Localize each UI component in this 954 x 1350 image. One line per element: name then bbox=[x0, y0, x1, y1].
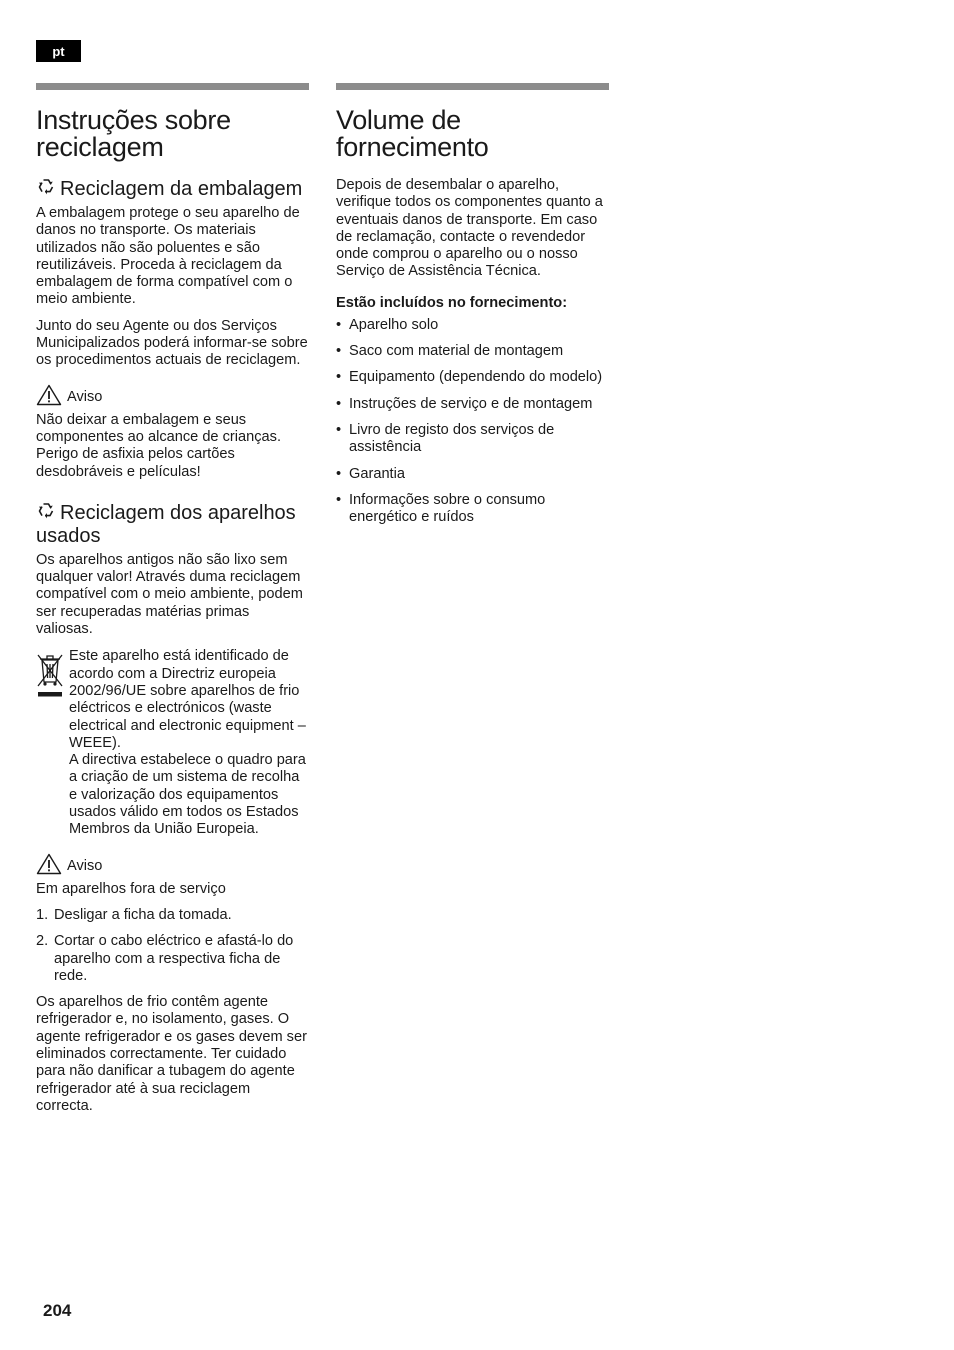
page-title-delivery: Volume de fornecimento bbox=[336, 105, 489, 162]
weee-text: Este aparelho está identificado de acordo com a Directriz europeia 2002/96/UE sobre aparelhos de frio eléctricos e electrónicos (waste electrical and electronic equipment – WEEE). bbox=[69, 648, 306, 751]
recycle-icon bbox=[36, 501, 56, 521]
step-item bbox=[36, 907, 309, 924]
recycle-icon bbox=[36, 177, 56, 197]
included-items-list bbox=[336, 317, 609, 527]
list-item: • Aparelho solo bbox=[336, 317, 609, 334]
heading-packaging-recycling bbox=[36, 177, 309, 201]
page-title-recycling: Instruções sobre reciclagem bbox=[36, 105, 231, 162]
list-item: • Instruções de serviço e de montagem bbox=[336, 396, 609, 413]
warning-triangle-icon bbox=[36, 853, 62, 875]
included-label: Estão incluídos no fornecimento: bbox=[336, 294, 568, 311]
heading-appliance-recycling bbox=[36, 501, 309, 548]
heading-text: Reciclagem da embalagem bbox=[60, 178, 303, 200]
paragraph: Os aparelhos de frio contêm agente refrigerador e, no isolamento, gases. O agente refrigerador e os gases devem ser eliminados correctamente. Ter cuidado para não danificar a tubagem do agente refrigerador até à sua reciclagem correcta. bbox=[36, 994, 307, 1114]
warning-triangle-icon bbox=[36, 384, 62, 406]
list-item: • Informações sobre o consumo energético e ruídos bbox=[336, 492, 609, 527]
list-item: • Garantia bbox=[336, 466, 609, 483]
warning-header bbox=[36, 853, 309, 875]
warning-intro: Em aparelhos fora de serviço bbox=[36, 880, 226, 897]
step-number: 2. bbox=[36, 933, 49, 950]
weee-notice bbox=[36, 648, 309, 838]
right-column bbox=[336, 83, 609, 535]
list-item: • Livro de registo dos serviços de assistência bbox=[336, 422, 609, 457]
page-number: 204 bbox=[43, 1301, 72, 1320]
warning-label: Aviso bbox=[67, 857, 103, 874]
section-rule bbox=[336, 83, 609, 90]
language-tag: pt bbox=[36, 40, 81, 62]
step-item bbox=[36, 933, 309, 985]
step-number: 1. bbox=[36, 906, 49, 923]
paragraph: Depois de desembalar o aparelho, verifique todos os componentes quanto a eventuais danos de transporte. Em caso de reclamação, contacte o revendedor onde comprou o aparelho ou o nosso Serviço de Assistência Técnica. bbox=[336, 177, 603, 280]
step-text: Desligar a ficha da tomada. bbox=[54, 906, 232, 923]
heading-text: Reciclagem dos aparelhos usados bbox=[36, 501, 296, 547]
left-column bbox=[36, 83, 309, 1124]
section-rule bbox=[36, 83, 309, 90]
list-item: • Equipamento (dependendo do modelo) bbox=[336, 369, 609, 386]
warning-label: Aviso bbox=[67, 388, 103, 405]
warning-text: Não deixar a embalagem e seus componentes ao alcance de crianças. Perigo de asfixia pelos cartões desdobráveis e películas! bbox=[36, 411, 282, 480]
warning-header bbox=[36, 384, 309, 406]
paragraph: A embalagem protege o seu aparelho de danos no transporte. Os materiais utilizados não são poluentes e são reutilizáveis. Proceda à reciclagem da embalagem de forma compatível com o meio ambiente. bbox=[36, 205, 300, 308]
disposal-steps bbox=[36, 907, 309, 985]
weee-text-block bbox=[69, 648, 309, 838]
step-text: Cortar o cabo eléctrico e afastá-lo do aparelho com a respectiva ficha de rede. bbox=[54, 933, 294, 984]
list-item: • Saco com material de montagem bbox=[336, 343, 609, 360]
paragraph: Os aparelhos antigos não são lixo sem qualquer valor! Através duma reciclagem compatível com o meio ambiente, podem ser recuperadas matérias primas valiosas. bbox=[36, 551, 303, 638]
crossed-bin-icon bbox=[36, 648, 64, 700]
weee-text: A directiva estabelece o quadro para a criação de um sistema de recolha e valorização dos equipamentos usados válido em todos os Estados Membros da União Europeia. bbox=[69, 752, 306, 838]
paragraph: Junto do seu Agente ou dos Serviços Municipalizados poderá informar-se sobre os procedimentos actuais de reciclagem. bbox=[36, 317, 308, 369]
